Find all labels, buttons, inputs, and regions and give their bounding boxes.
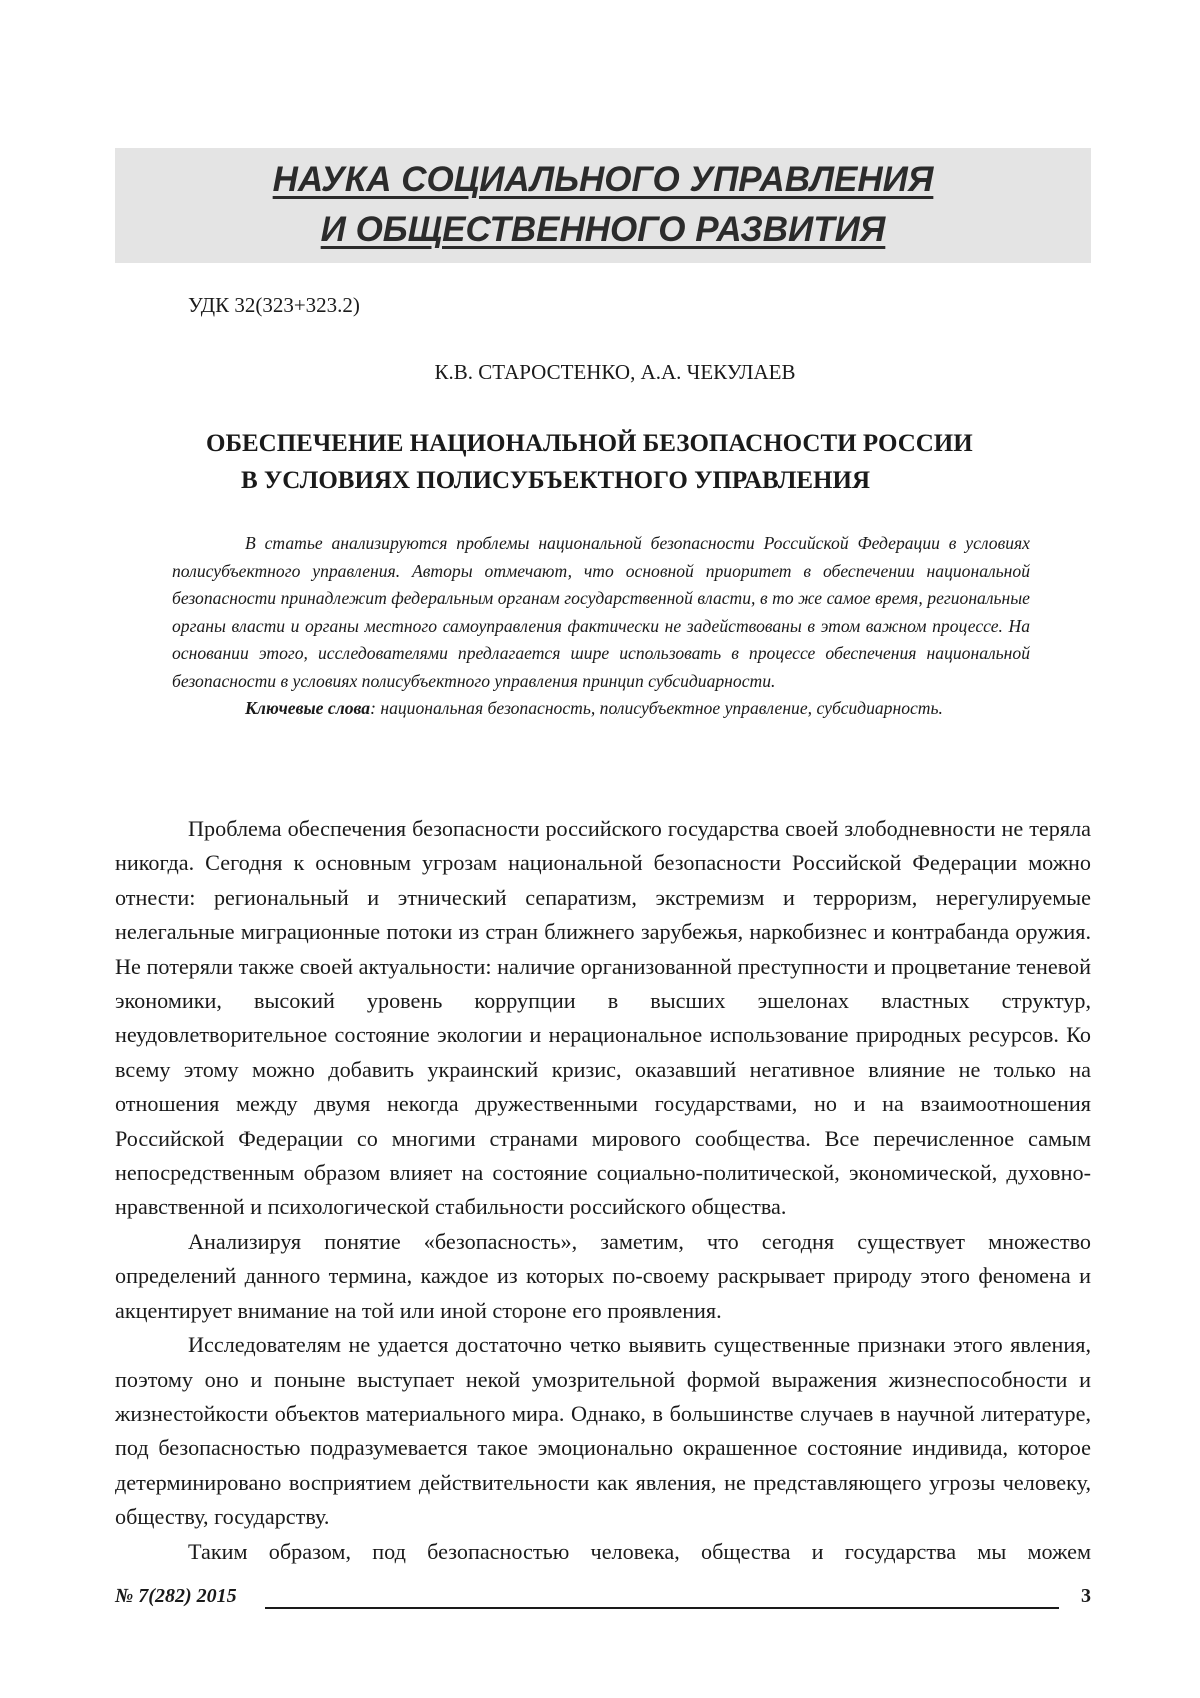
section-title-line-1: НАУКА СОЦИАЛЬНОГО УПРАВЛЕНИЯ: [115, 160, 1091, 200]
keywords-list: : национальная безопасность, полисубъектное управление, субсидиарность.: [370, 698, 943, 718]
body-paragraph-3: Исследователям не удается достаточно четко выявить существенные признаки этого явления, поэтому оно и поныне выступает некой умозрительной формой выражения жизнеспособности и жизнестойкости объектов материального мира. Однако, в большинстве случаев в научной литературе, под безопасностью подразумевается такое эмоционально окрашенное состояние индивида, которое детерминировано восприятием действительности как явления, не представляющего угрозы человеку, обществу, государству.: [115, 1328, 1091, 1534]
article-title-line-2: В УСЛОВИЯХ ПОЛИСУБЪЕКТНОГО УПРАВЛЕНИЯ: [241, 467, 870, 495]
article-body: [115, 812, 1091, 1569]
keywords-label: Ключевые слова: [245, 698, 370, 718]
section-title-line-2: И ОБЩЕСТВЕННОГО РАЗВИТИЯ: [115, 210, 1091, 250]
body-paragraph-4: Таким образом, под безопасностью человека, общества и государства мы можем: [115, 1535, 1091, 1569]
page-footer: [115, 1585, 1091, 1615]
body-paragraph-1: Проблема обеспечения безопасности российского государства своей злободневности не теряла никогда. Сегодня к основным угрозам национальной безопасности Российской Федерации можно отнести: региональный и этнический сепаратизм, экстремизм и терроризм, нерегулируемые нелегальные миграционные потоки из стран ближнего зарубежья, наркобизнес и контрабанда оружия. Не потеряли также своей актуальности: наличие организованной преступности и процветание теневой экономики, высокий уровень коррупции в высших эшелонах властных структур, неудовлетворительное состояние экологии и нерациональное использование природных ресурсов. Ко всему этому можно добавить украинский кризис, оказавший негативное влияние не только на отношения между двумя некогда дружественными государствами, но и на взаимоотношения Российской Федерации со многими странами мирового сообщества. Все перечисленное самым непосредственным образом влияет на состояние социально-политической, экономической, духовно-нравственной и психологической стабильности российского общества.: [115, 812, 1091, 1225]
footer-rule: [265, 1607, 1059, 1609]
udk-code: УДК 32(323+323.2): [188, 293, 360, 318]
keywords: [172, 695, 1030, 723]
article-authors: К.В. СТАРОСТЕНКО, А.А. ЧЕКУЛАЕВ: [0, 360, 1200, 385]
section-banner: [115, 148, 1091, 263]
body-paragraph-2: Анализируя понятие «безопасность», заметим, что сегодня существует множество определений данного термина, каждое из которых по-своему раскрывает природу этого феномена и акцентирует внимание на той или иной стороне его проявления.: [115, 1225, 1091, 1328]
page-number: 3: [1081, 1585, 1091, 1608]
abstract-text: В статье анализируются проблемы национальной безопасности Российской Федерации в условиях полисубъектного управления. Авторы отмечают, что основной приоритет в обеспечении национальной безопасности принадлежит федеральным органам государственной власти, в то же самое время, региональные органы власти и органы местного самоуправления фактически не задействованы в этом важном процессе. На основании этого, исследователями предлагается шире использовать в процессе обеспечения национальной безопасности в условиях полисубъектного управления принцип субсидиарности.: [172, 530, 1030, 695]
abstract: [172, 530, 1030, 723]
article-title-line-1: ОБЕСПЕЧЕНИЕ НАЦИОНАЛЬНОЙ БЕЗОПАСНОСТИ РОССИИ: [206, 430, 973, 458]
journal-issue: № 7(282) 2015: [115, 1585, 237, 1608]
